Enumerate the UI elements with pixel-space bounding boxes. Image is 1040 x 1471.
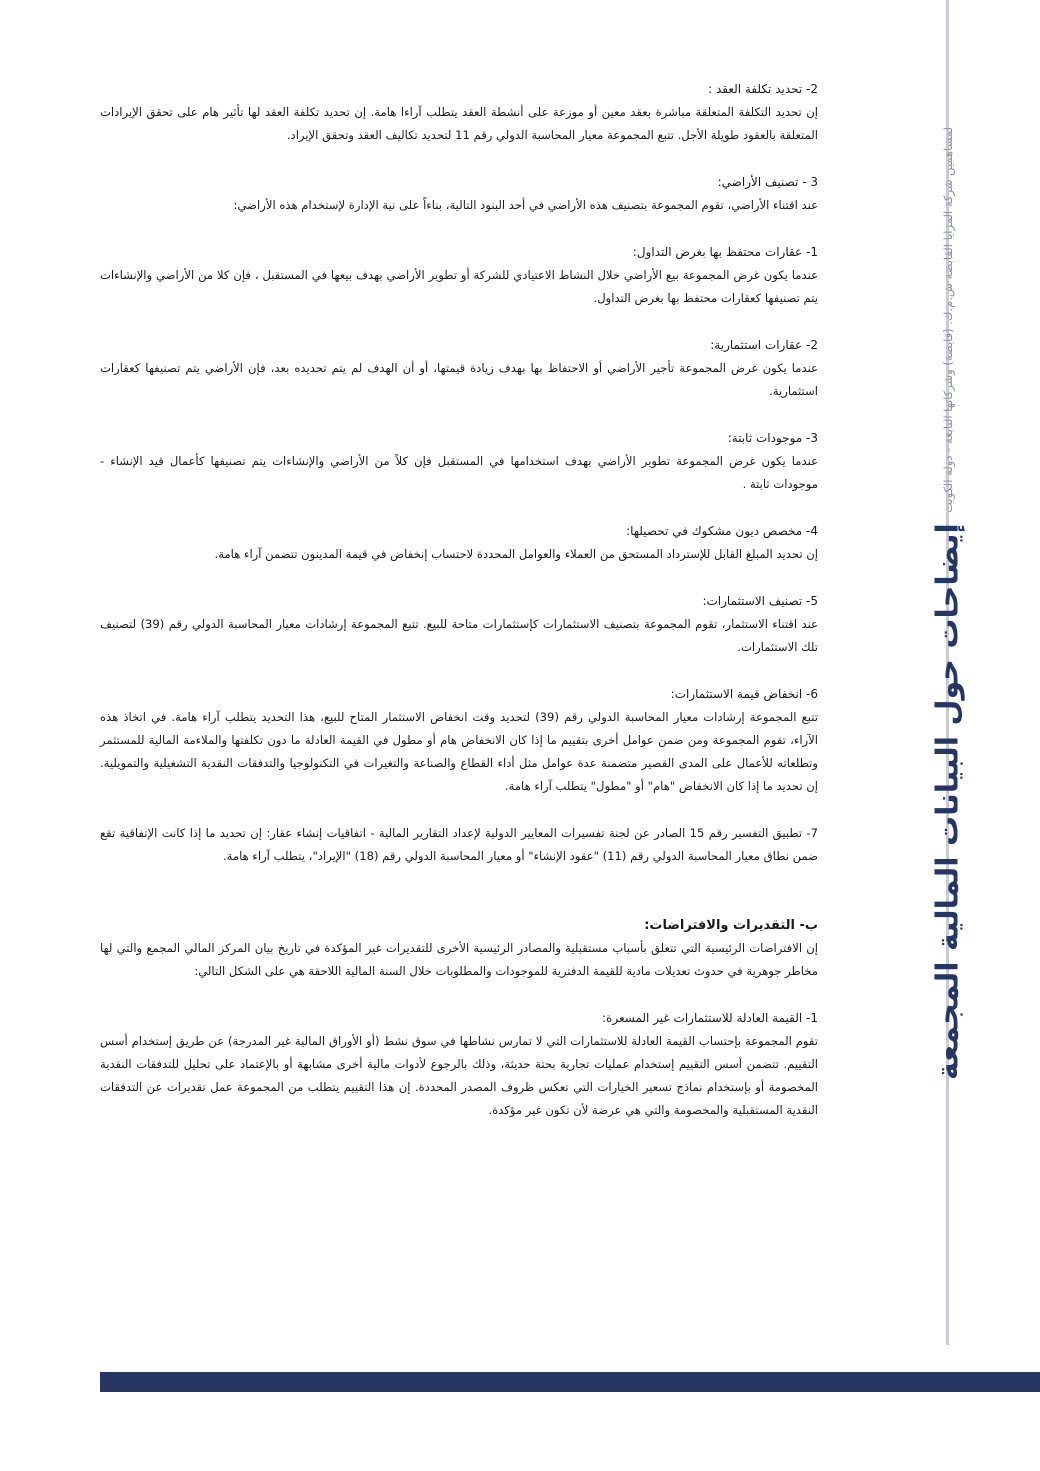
section-land-classification: [100, 171, 818, 217]
section-paragraph: 7- تطبيق التفسير رقم 15 الصادر عن لجنة تفسيرات المعايير الدولية لإعداد التقارير المالية - اتفاقيات إنشاء عقار: إن تحديد ما إذا كانت الإتفاقية تقع ضمن نطاق معيار المحاسبة الدولي رقم (11) "عقود الإنشاء" أو معيار المحاسبة الدولي رقم (18) "الإيراد"، يتطلب آراء هامة.: [100, 826, 818, 863]
section-paragraph: إن تحديد المبلغ القابل للإسترداد المستحق من العملاء والعوامل المحددة لاحتساب إنخفاض في قيمة المدينون تتضمن آراء هامة.: [214, 547, 818, 561]
section-b-intro: إن الافتراضات الرئيسية التي تتعلق بأسباب مستقبلية والمصادر الرئيسية الأخرى للتقديرات غير المؤكدة في تاريخ بيان المركز المالي المجمع والتي لها مخاطر جوهرية في حدوث تعديلات مادية للقيمة الدفترية للموجودات والمطلوبات خلال السنة المالية اللاحقة هي على الشكل التالي:: [100, 941, 818, 978]
footer-bar: [100, 1372, 1040, 1392]
section-heading: 2- عقارات استثمارية:: [710, 338, 818, 352]
section-heading: 3 - تصنيف الأراضي:: [717, 175, 818, 189]
section-fixed-assets: [100, 427, 818, 496]
section-paragraph: عندما يكون غرض المجموعة تطوير الأراضي بهدف استخدامها في المستقبل فإن كلاً من الأراضي والإنشاءات يتم تصنيفها كأعمال قيد الإنشاء - موجودات ثابتة .: [100, 454, 818, 491]
section-estimates-assumptions: [100, 914, 818, 1122]
section-b-heading: ب- التقديرات والافتراضات:: [644, 918, 818, 933]
sidebar-subtitle: لمساهمين شركة المزايا القابضة ش.م.ك. (قابضة) وشركاتها التابعة - دولة الكويت: [941, 127, 955, 514]
section-trading-properties: [100, 241, 818, 310]
section-paragraph: عند اقتناء الأراضي، تقوم المجموعة بتصنيف هذه الأراضي في أحد البنود التالية، بناءاً على نية الإدارة لإستخدام هذه الأراضي:: [233, 198, 818, 212]
section-doubtful-debts: [100, 520, 818, 566]
section-heading: 2- تحديد تكلفة العقد :: [708, 82, 818, 96]
section-heading: 3- موجودات ثابتة:: [727, 431, 818, 445]
section-paragraph: إن تحديد التكلفة المتعلقة مباشرة بعقد معين أو موزعة على أنشطة العقد يتطلب آراءا هامة. إن تحديد تكلفة العقد لها تأثير هام على تحقق الإيرادات المتعلقة بالعقود طويلة الأجل. تتبع المجموعة معيار المحاسبة الدولي رقم 11 لتحديد تكاليف العقد وتحقق الإيراد.: [100, 105, 818, 142]
document-body: [100, 78, 818, 1122]
section-ifric-15: [100, 822, 818, 868]
section-heading: 5- تصنيف الاستثمارات:: [702, 594, 818, 608]
sidebar-title-block: [903, 127, 993, 1080]
section-heading: 4- مخصص ديون مشكوك في تحصيلها:: [626, 524, 818, 538]
section-heading: 6- انخفاض قيمة الاستثمارات:: [670, 687, 818, 701]
section-investment-impairment: [100, 683, 818, 798]
section-contract-cost: [100, 78, 818, 147]
section-paragraph: عند اقتناء الاستثمار، تقوم المجموعة بتصنيف الاستثمارات كإستثمارات متاحة للبيع. تتبع المجموعة إرشادات معيار المحاسبة الدولي رقم (39) لتصنيف تلك الاستثمارات.: [100, 617, 818, 654]
section-heading: 1- عقارات محتفظ بها بغرض التداول:: [632, 245, 818, 259]
section-investment-classification: [100, 590, 818, 659]
section-b-item-heading: 1- القيمة العادلة للاستثمارات غير المسعرة:: [602, 1011, 818, 1025]
section-investment-properties: [100, 334, 818, 403]
section-b-item-text: تقوم المجموعة بإحتساب القيمة العادلة للاستثمارات التي لا تمارس نشاطها في سوق نشط (أو الأوراق المالية غير المدرجة) عن طريق إستخدام أسس التقييم. تتضمن أسس التقييم إستخدام عمليات تجارية بحتة حديثة، وذلك بالرجوع لأدوات مالية أخرى مشابهة أو بالإعتماد على تحليل للتدفقات النقدية المخصومة أو بإستخدام نماذج تسعير الخيارات التي تعكس ظروف المصدر المحددة. إن هذا التقييم يتطلب من المجموعة عمل تقديرات عن التدفقات النقدية المستقبلية والمخصومة والتي هي عرضة لأن تكون غير مؤكدة.: [100, 1034, 818, 1117]
sidebar-main-title: إيضاحات حول البيانات المالية المجمعة: [930, 523, 966, 1080]
section-paragraph: عندما يكون غرض المجموعة تأجير الأراضي أو الاحتفاظ بها بهدف زيادة قيمتها، أو أن الهدف لم يتم تحديده بعد، فإن الأراضي يتم تصنيفها كعقارات استثمارية.: [100, 361, 818, 398]
section-paragraph: تتبع المجموعة إرشادات معيار المحاسبة الدولي رقم (39) لتحديد وقت انخفاض الاستثمار المتاح للبيع، هذا التحديد يتطلب آراء هامة. في اتخاذ هذه الآراء، تقوم المجموعة ومن ضمن عوامل أخرى بتقييم ما إذا كان الانخفاض هام أو مطول في القيمة العادلة ما دون تكلفتها والملاءمة المالية للمستثمر وتطلعاته للأعمال على المدى القصير متضمنة عدة عوامل مثل أداء القطاع والصناعة والتغيرات في التكنولوجيا والتدفقات النقدية التشغيلية والتمويلية. إن تحديد ما إذا كان الانخفاض "هام" أو "مطول" يتطلب آراء هامة.: [100, 710, 818, 793]
section-paragraph: عندما يكون غرض المجموعة بيع الأراضي خلال النشاط الاعتيادي للشركة أو تطوير الأراضي بهدف بيعها في المستقبل ، فإن كلا من الأراضي والإنشاءات يتم تصنيفها كعقارات محتفظ بها بغرض التداول.: [100, 268, 818, 305]
